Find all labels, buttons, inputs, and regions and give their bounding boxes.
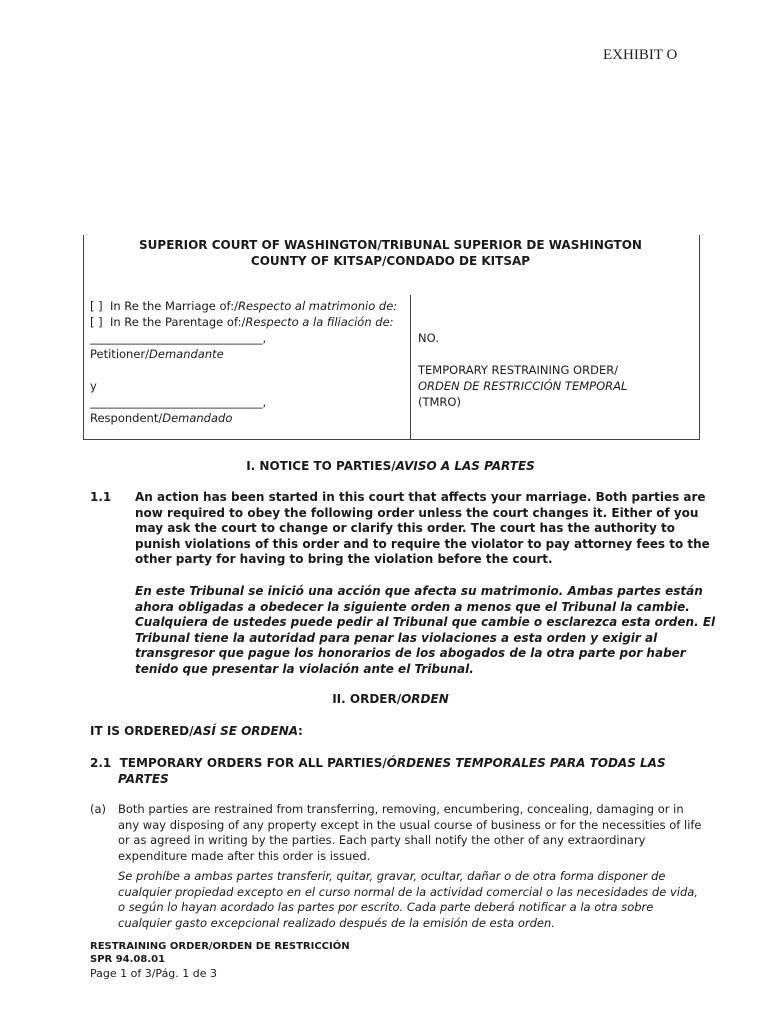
notice-line-es: ahora obligadas a obedecer la siguiente orden a menos que el Tribunal la cambie. <box>135 599 690 614</box>
subsection-a-line-es: cualquier propiedad excepto en el curso normal de la actividad comercial o las necesidades de vida, <box>118 884 698 899</box>
notice-line: other party for having to bring the violation before the court. <box>135 552 553 566</box>
subsection-a-line-es: cualquier gasto excepcional realizado después de la emisión de esta orden. <box>118 915 555 930</box>
subsection-a-line-es: o según lo hayan acordado las partes por escrito. Cada parte deberá notificar a la otra sobre <box>118 900 654 914</box>
document-abbrev: (TMRO) <box>418 395 461 409</box>
petitioner-en: Petitioner/ <box>90 347 150 361</box>
subsection-a-es <box>118 869 698 931</box>
respondent-label <box>90 410 405 426</box>
notice-text-en <box>135 490 710 568</box>
marriage-option <box>90 298 405 314</box>
respondent-es: Demandado <box>162 411 233 425</box>
section-1-heading-en: I. NOTICE TO PARTIES/ <box>246 459 396 473</box>
subsection-a-line: Both parties are restrained from transferring, removing, encumbering, concealing, damaging or in <box>118 802 684 816</box>
notice-line: punish violations of this order and to require the violator to pay attorney fees to the <box>135 536 710 551</box>
notice-line-es: transgresor que pague los honorarios de los abogados de la otra parte por haber <box>135 646 686 660</box>
page-footer <box>90 940 350 981</box>
item-2-1-number: 2.1 <box>90 756 112 770</box>
notice-line-es: Cualquiera de ustedes puede pedir al Tribunal que cambie o esclarezca esta orden. El <box>135 615 716 629</box>
petitioner-label <box>90 346 405 362</box>
subsection-a-line-es: Se prohíbe a ambas partes transferir, quitar, gravar, ocultar, dañar o de otra forma disponer de <box>118 869 666 883</box>
caption-divider <box>410 295 411 439</box>
marriage-label: In Re the Marriage of:/ <box>109 299 238 313</box>
exhibit-label: EXHIBIT O <box>603 47 678 63</box>
and-label: y <box>90 379 97 393</box>
parentage-checkbox[interactable]: [ ] <box>90 315 103 329</box>
section-2-heading-en: II. ORDER/ <box>332 692 402 706</box>
notice-text-es <box>135 584 716 677</box>
item-2-1-title-es: ÓRDENES TEMPORALES PARA TODAS LAS <box>386 756 666 770</box>
subsection-a-label: (a) <box>90 802 107 816</box>
ordered-es: ASÍ SE ORDENA <box>193 724 299 738</box>
notice-line: An action has been started in this court that affects your marriage. Both parties are <box>135 490 706 504</box>
ordered-en: IT IS ORDERED/ <box>90 724 194 738</box>
parentage-label: In Re the Parentage of:/ <box>109 315 246 329</box>
court-name: SUPERIOR COURT OF WASHINGTON/TRIBUNAL SUPERIOR DE WASHINGTON <box>139 238 642 252</box>
caption-parties <box>90 298 405 426</box>
page-number: Page 1 of 3/Pág. 1 de 3 <box>90 967 218 980</box>
petitioner-es: Demandante <box>149 347 224 361</box>
marriage-label-es: Respecto al matrimonio de: <box>237 299 398 313</box>
case-number-label: NO. <box>418 331 439 345</box>
spacer <box>418 346 693 362</box>
notice-line: may ask the court to change or clarify this order. The court has the authority to <box>135 521 676 535</box>
section-2-heading <box>83 692 698 706</box>
form-title: RESTRAINING ORDER/ORDEN DE RESTRICCIÓN <box>90 941 350 952</box>
ordered-colon: : <box>298 724 303 738</box>
county-name: COUNTY OF KITSAP/CONDADO DE KITSAP <box>250 254 531 268</box>
notice-line-es: En este Tribunal se inició una acción que afecta su matrimonio. Ambas partes están <box>135 584 703 598</box>
parentage-label-es: Respecto a la filiación de: <box>245 315 394 329</box>
respondent-en: Respondent/ <box>90 411 163 425</box>
document-title: TEMPORARY RESTRAINING ORDER/ <box>418 363 619 377</box>
subsection-a-line: expenditure made after this order is issued. <box>118 848 371 863</box>
item-number: 1.1 <box>90 490 112 504</box>
item-2-1-title-en: TEMPORARY ORDERS FOR ALL PARTIES/ <box>119 756 387 770</box>
form-code: SPR 94.08.01 <box>90 954 166 965</box>
document-title-es: ORDEN DE RESTRICCIÓN TEMPORAL <box>418 379 628 393</box>
petitioner-name-line: ______________________________, <box>90 331 267 345</box>
notice-line: now required to obey the following order unless the court changes it. Either of you <box>135 505 699 520</box>
subsection-a-line: any way disposing of any property except in the usual course of business or for the necessities of life <box>118 817 702 832</box>
section-1-heading-es: AVISO A LAS PARTES <box>395 459 535 473</box>
subsection-a-line: or as agreed in writing by the parties. Each party shall notify the other of any extraordinary <box>118 833 646 847</box>
marriage-checkbox[interactable]: [ ] <box>90 299 103 313</box>
item-2-1-title-es-2: PARTES <box>118 771 169 786</box>
caption-case-info <box>418 330 693 410</box>
respondent-name-line: ______________________________, <box>90 395 267 409</box>
spacer <box>90 362 405 378</box>
subsection-a-en <box>118 802 702 864</box>
court-heading <box>83 237 698 269</box>
notice-line-es: Tribunal tiene la autoridad para penar las violaciones a esta orden y exigir al <box>135 630 658 645</box>
parentage-option <box>90 314 405 330</box>
item-2-1-title <box>90 756 666 787</box>
section-2-heading-es: ORDEN <box>401 692 449 706</box>
section-1-heading <box>83 459 698 473</box>
ordered-statement <box>90 724 303 738</box>
notice-line-es: tenido que presentar la violación ante el Tribunal. <box>135 661 474 676</box>
